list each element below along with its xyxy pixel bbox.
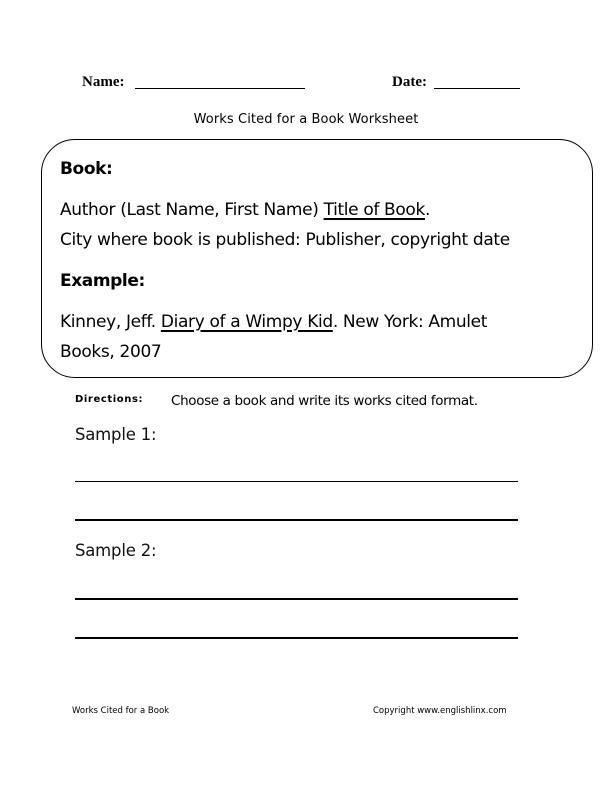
example-line-2: Books, 2007	[60, 342, 162, 362]
footer-title: Works Cited for a Book	[72, 706, 170, 716]
sample-1-label: Sample 1:	[75, 425, 157, 444]
format-line1-suffix: .	[424, 200, 431, 220]
sample-2-answer-line-1[interactable]	[75, 598, 518, 600]
name-field[interactable]	[135, 88, 305, 89]
format-author-text: Author (Last Name, First Name)	[60, 200, 324, 220]
directions-text: Choose a book and write its works cited format.	[171, 393, 478, 409]
date-field[interactable]	[434, 88, 520, 89]
book-heading: Book:	[60, 159, 113, 179]
sample-1-answer-line-2[interactable]	[75, 519, 518, 521]
example-line-1	[60, 312, 487, 332]
sample-2-label: Sample 2:	[75, 541, 157, 560]
footer-copyright: Copyright www.englishlinx.com	[373, 706, 507, 716]
example-heading: Example:	[60, 271, 145, 291]
sample-2-answer-line-2[interactable]	[75, 637, 518, 639]
page-title: Works Cited for a Book Worksheet	[193, 112, 419, 127]
format-line-1	[60, 200, 430, 220]
example-title-underlined: Diary of a Wimpy Kid	[160, 312, 333, 332]
directions-label: Directions:	[75, 394, 144, 405]
date-label: Date:	[392, 74, 427, 90]
example-author-text: Kinney, Jeff.	[60, 312, 161, 332]
name-label: Name:	[82, 74, 125, 90]
format-line-2: City where book is published: Publisher, copyright date	[60, 230, 510, 250]
example-line1-suffix: . New York: Amulet	[332, 312, 488, 332]
sample-1-answer-line-1[interactable]	[75, 481, 518, 482]
format-title-underlined: Title of Book	[323, 200, 425, 220]
